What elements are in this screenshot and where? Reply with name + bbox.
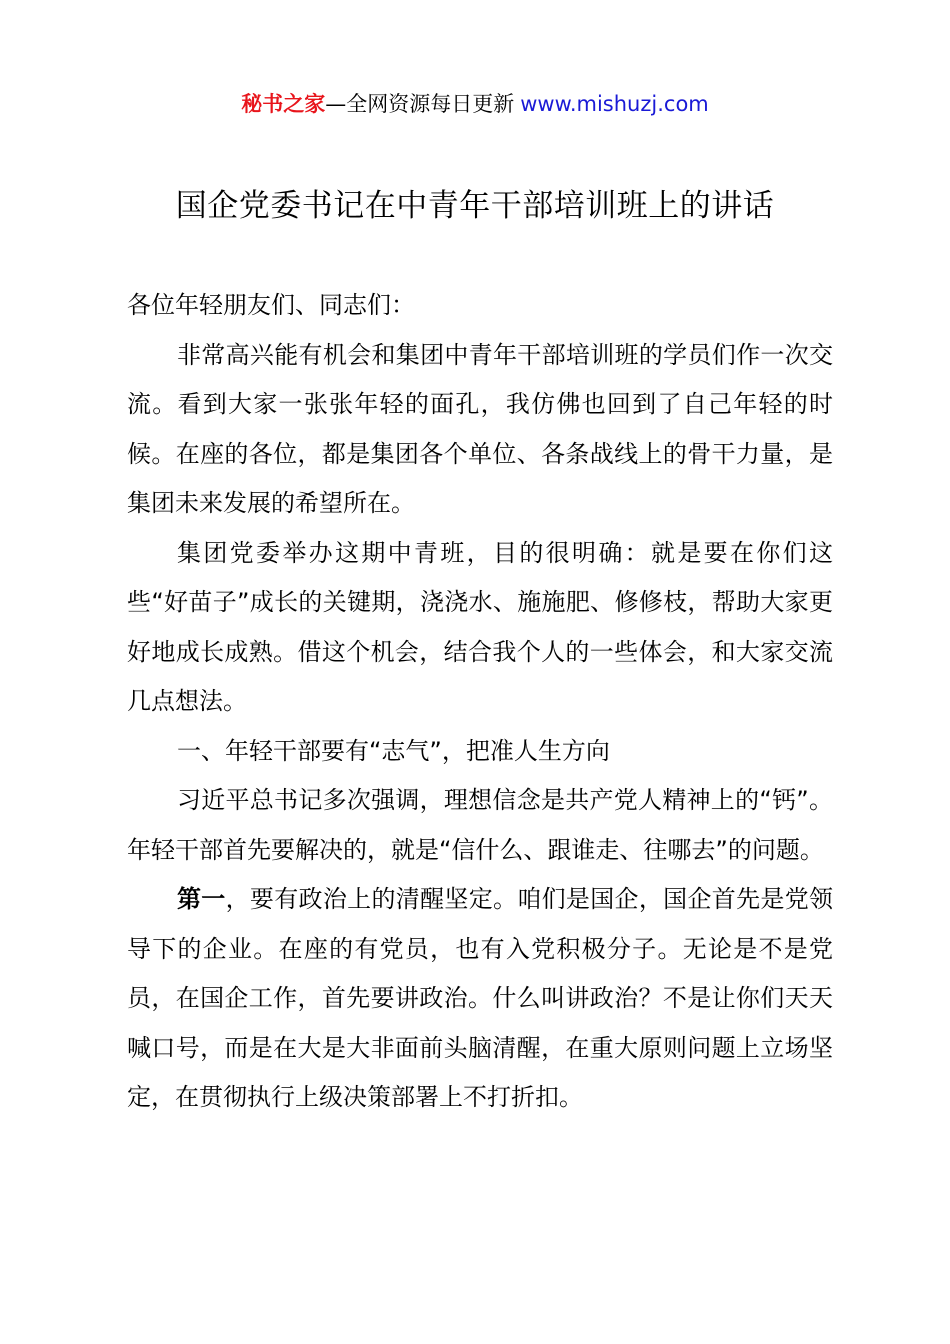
- salutation: 各位年轻朋友们、同志们：: [127, 291, 415, 319]
- point-one-lead: 第一: [177, 885, 226, 913]
- document-body: [127, 281, 833, 1123]
- brand-name: 秘书之家: [241, 92, 326, 116]
- site-header: [0, 88, 950, 120]
- site-url-link[interactable]: www.mishuzj.com: [520, 92, 709, 116]
- section-heading-one: 一、年轻干部要有“志气”，把准人生方向: [177, 736, 610, 765]
- paragraph-purpose: 集团党委举办这期中青班，目的很明确：就是要在你们这些“好苗子”成长的关键期，浇浇水、施施肥、修修枝，帮助大家更好地成长成熟。借这个机会，结合我个人的一些体会，和大家交流几点想法。: [127, 538, 833, 715]
- paragraph-ideals: 习近平总书记多次强调，理想信念是共产党人精神上的“钙”。年轻干部首先要解决的，就是“信什么、跟谁走、往哪去”的问题。: [127, 786, 833, 864]
- paragraph-point-one: [127, 875, 833, 1123]
- document-title: 国企党委书记在中青年干部培训班上的讲话: [175, 188, 775, 224]
- paragraph-intro: 非常高兴能有机会和集团中青年干部培训班的学员们作一次交流。看到大家一张张年轻的面孔，我仿佛也回到了自己年轻的时候。在座的各位，都是集团各个单位、各条战线上的骨干力量，是集团未来发展的希望所在。: [127, 340, 833, 517]
- point-one-text: ，要有政治上的清醒坚定。咱们是国企，国企首先是党领导下的企业。在座的有党员，也有入党积极分子。无论是不是党员，在国企工作，首先要讲政治。什么叫讲政治？不是让你们天天喊口号，而是在大是大非面前头脑清醒，在重大原则问题上立场坚定，在贯彻执行上级决策部署上不打折扣。: [127, 885, 834, 1111]
- site-tagline: —全网资源每日更新: [325, 92, 515, 116]
